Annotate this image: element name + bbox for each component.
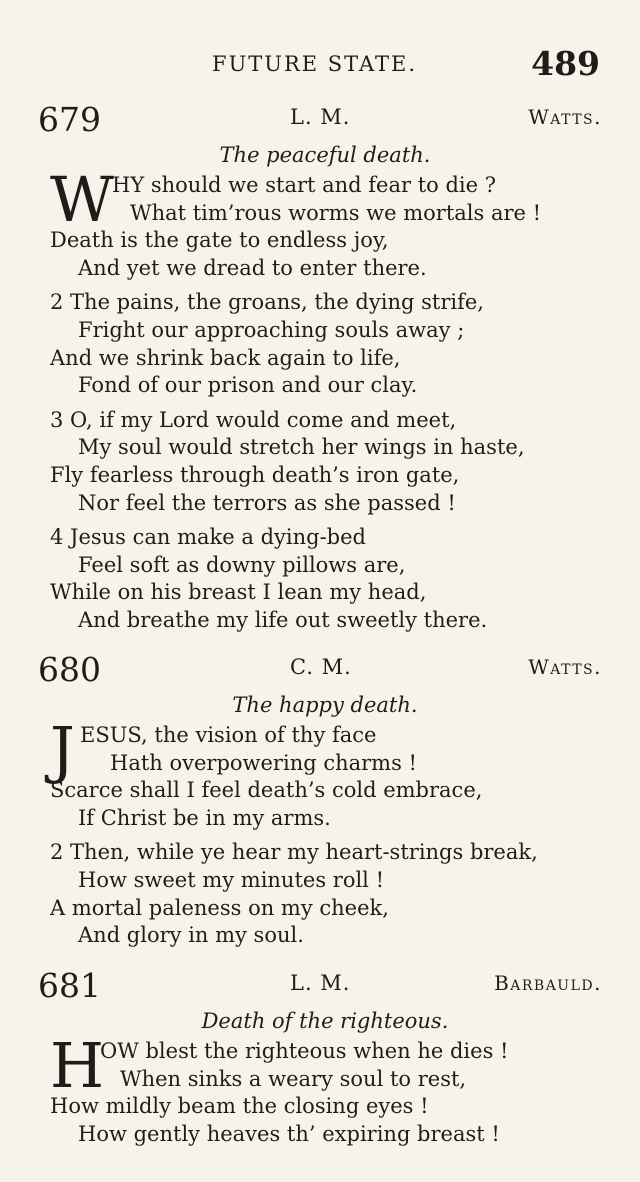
drop-cap: W — [50, 163, 114, 236]
hymn-subtitle: The happy death. — [232, 693, 418, 717]
hymn-author: Watts. — [528, 105, 602, 129]
hymn-meter: L. M. — [290, 105, 351, 129]
stanza-1 — [0, 713, 640, 832]
verse-line: Fright our approaching souls away ; — [78, 317, 465, 342]
verse-line: 4 Jesus can make a dying-bed — [50, 525, 366, 550]
hymn-number: 681 — [38, 966, 101, 1005]
verse-line: When sinks a weary soul to rest, — [120, 1066, 467, 1091]
verse-line: HY should we start and fear to die ? — [112, 173, 496, 197]
drop-cap: J — [50, 713, 75, 786]
stanza-3 — [0, 407, 640, 517]
hymn-meter: L. M. — [290, 971, 351, 995]
verse-line: Nor feel the terrors as she passed ! — [78, 490, 456, 515]
verse-line: How gently heaves th’ expiring breast ! — [78, 1121, 500, 1146]
verse-line: Death is the gate to endless joy, — [50, 228, 389, 253]
verse-line: While on his breast I lean my head, — [50, 580, 427, 605]
stanza-2 — [0, 289, 640, 399]
verse-line: Hath overpowering charms ! — [110, 750, 417, 775]
verse-line: If Christ be in my arms. — [78, 805, 331, 830]
verse-line: And yet we dread to enter there. — [78, 255, 427, 280]
verse-line: OW blest the righteous when he dies ! — [100, 1039, 509, 1063]
stanza-4 — [0, 524, 640, 634]
hymn-number: 679 — [38, 100, 101, 139]
hymn-number: 680 — [38, 650, 101, 689]
verse-line: My soul would stretch her wings in haste, — [78, 435, 525, 460]
verse-line: How sweet my minutes roll ! — [78, 867, 385, 892]
hymn-680 — [0, 650, 640, 957]
verse-line: And breathe my life out sweetly there. — [78, 607, 488, 632]
hymn-681 — [0, 966, 640, 1155]
verse-line: 2 Then, while ye hear my heart-strings break, — [50, 840, 538, 865]
running-title: FUTURE STATE. — [212, 52, 418, 76]
verse-line: And glory in my soul. — [78, 923, 304, 948]
verse-line: And we shrink back again to life, — [50, 345, 401, 370]
hymn-author: Barbauld. — [494, 971, 602, 995]
hymn-meter: C. M. — [290, 655, 352, 679]
verse-line: 3 O, if my Lord would come and meet, — [50, 407, 457, 432]
hymn-heading — [0, 966, 640, 1004]
verse-line: Feel soft as downy pillows are, — [78, 552, 406, 577]
hymn-subtitle: Death of the righteous. — [201, 1009, 449, 1033]
verse-line: Fond of our prison and our clay. — [78, 373, 418, 398]
hymn-heading — [0, 650, 640, 688]
page-number: 489 — [531, 44, 600, 83]
verse-line: What tim’rous worms we mortals are ! — [130, 200, 542, 225]
drop-cap: H — [50, 1029, 105, 1102]
stanza-2 — [0, 839, 640, 949]
hymn-heading — [0, 100, 640, 138]
hymn-679 — [0, 100, 640, 642]
verse-line: A mortal paleness on my cheek, — [50, 895, 389, 920]
verse-line: Scarce shall I feel death’s cold embrace, — [50, 778, 483, 803]
verse-line: Fly fearless through death’s iron gate, — [50, 462, 460, 487]
verse-line: ESUS, the vision of thy face — [80, 723, 377, 747]
page-header — [0, 44, 640, 84]
verse-line: 2 The pains, the groans, the dying strife, — [50, 290, 484, 315]
hymn-subtitle: The peaceful death. — [219, 143, 431, 167]
stanza-1 — [0, 163, 640, 282]
verse-line: How mildly beam the closing eyes ! — [50, 1094, 429, 1119]
hymn-author: Watts. — [528, 655, 602, 679]
stanza-1 — [0, 1029, 640, 1148]
